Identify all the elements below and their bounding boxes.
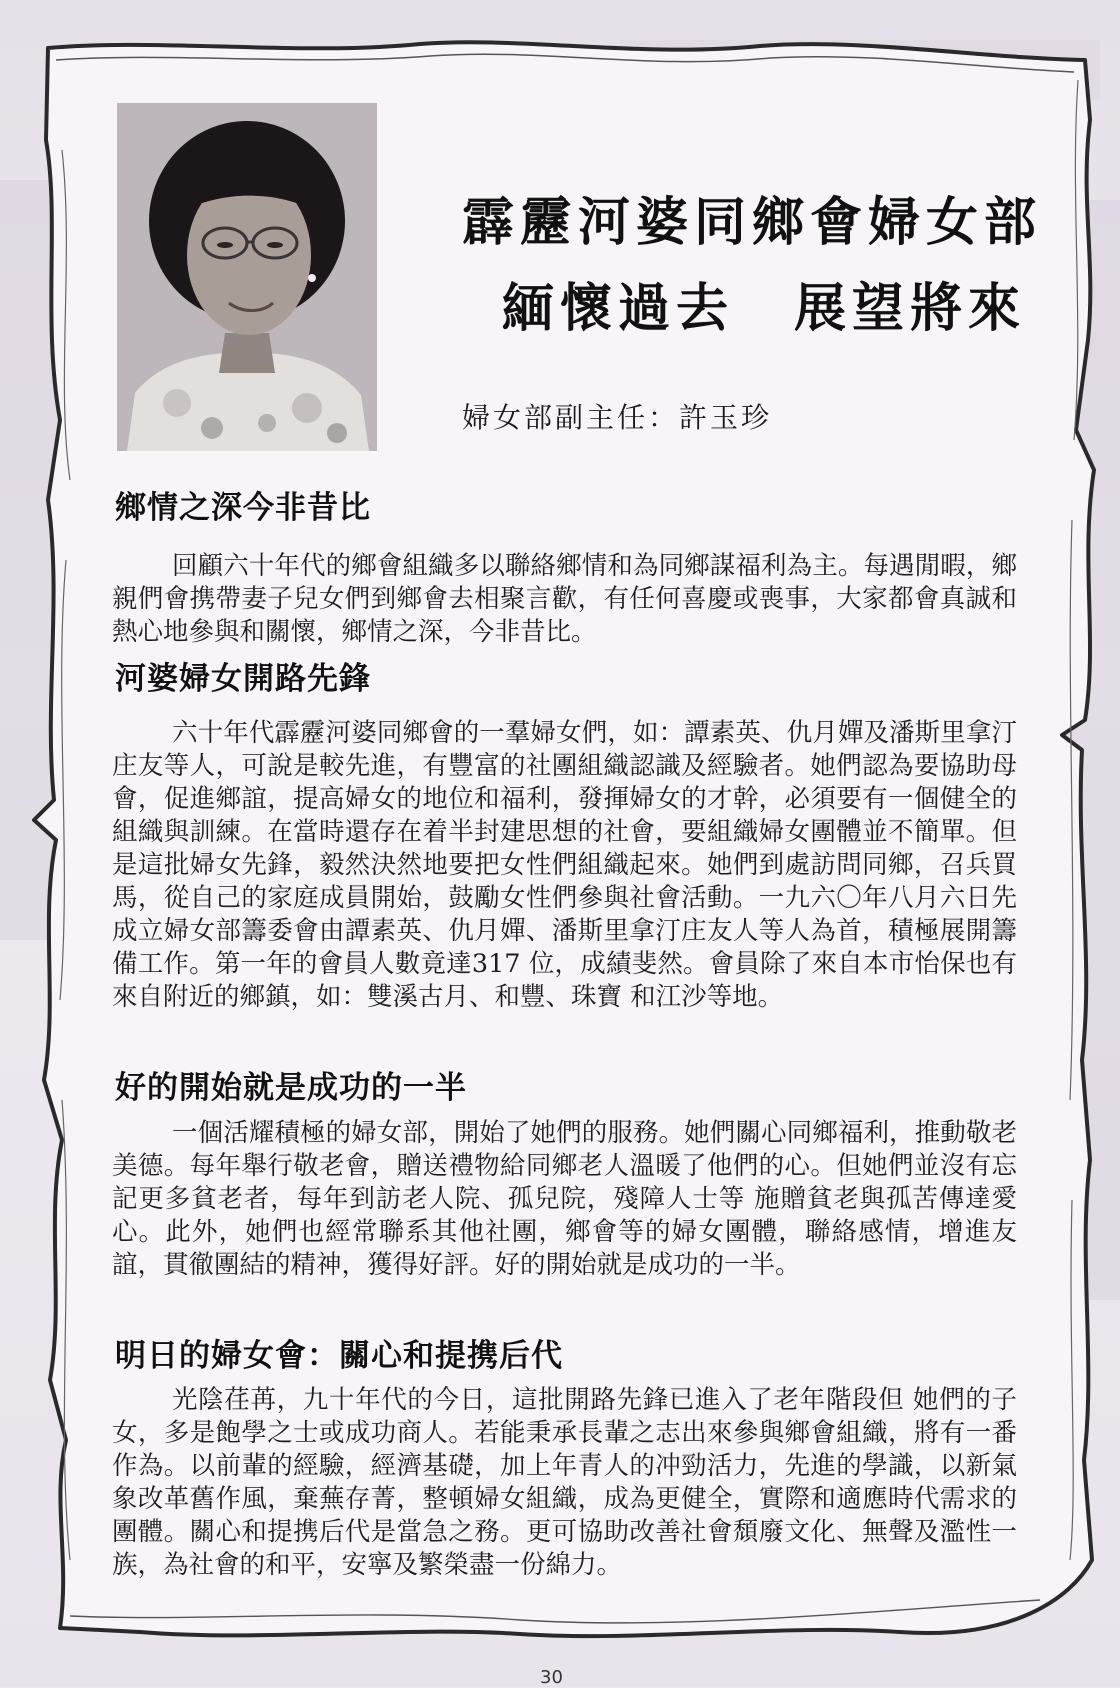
subtitle-part-1: 緬懷過去 [502,278,735,339]
section-body: 六十年代霹靂河婆同鄉會的一羣婦女們，如：譚素英、仇月嬋及潘斯里拿汀庄友等人，可說是較先進，有豐富的社團組織認識及經驗者。她們認為要協助母會，促進鄉誼，提高婦女的地位和福利，發揮婦女的才幹，必須要有一個健全的組織與訓練。在當時還存在着半封建思想的社會，要組織婦女團體並不簡單。但是這批婦女先鋒，毅然決然地要把女性們組織起來。她們到處訪問同鄉，召兵買馬，從自己的家庭成員開始，鼓勵女性們參與社會活動。一九六〇年八月六日先成立婦女部籌委會由譚素英、仇月嬋、潘斯里拿汀庄友人等人為首，積極展開籌備工作。第一年的會員人數竟達317 位，成績斐然。會員除了來自本市怡保也有來自附近的鄉鎮，如：雙溪古月、和豐、珠寶 和江沙等地。 [112,718,1017,1012]
article-title: 霹靂河婆同鄉會婦女部 [462,192,1043,253]
section-body: 回顧六十年代的鄉會組織多以聯絡鄉情和為同鄉謀福利為主。每遇閒暇，鄉親們會携帶妻子兒女們到鄉會去相聚言歡，有任何喜慶或喪事，大家都會真誠和熱心地參與和關懷，鄉情之深，今非昔比。 [112,551,1017,647]
section-body: 光陰荏苒，九十年代的今日，這批開路先鋒已進入了老年階段但 她們的子女，多是飽學之士或成功商人。若能秉承長輩之志出來參與鄉會組織，將有一番作為。以前輩的經驗，經濟基礎，加上年青人的冲勁活力，先進的學識，以新氣象改革舊作風，棄蕪存菁，整頓婦女組織，成為更健全，實際和適應時代需求的團體。關心和提携后代是當急之務。更可協助改善社會頹廢文化、無聲及濫性一族，為社會的和平，安寧及繁榮盡一份綿力。 [112,1385,1017,1580]
section-heading: 明日的婦女會：關心和提携后代 [115,1338,563,1374]
subtitle-part-2: 展望將來 [794,278,1027,339]
portrait-photo [117,103,377,451]
section-body: 一個活耀積極的婦女部，開始了她們的服務。她們關心同鄉福利，推動敬老美德。每年舉行敬老會，贈送禮物給同鄉老人溫暖了他們的心。但她們並沒有忘記更多貧老者，每年到訪老人院、孤兒院，殘障人士等 施贈貧老與孤苦傳達愛心。此外，她們也經常聯系其他社團，鄉會等的婦女團體，聯絡感情，增進友誼，貫徹團結的精神，獲得好評。好的開始就是成功的一半。 [112,1118,1017,1280]
section-heading: 好的開始就是成功的一半 [115,1070,467,1106]
page-number: 30 [540,1667,563,1688]
author-byline: 婦女部副主任：許玉珍 [462,401,773,434]
section-heading: 河婆婦女開路先鋒 [115,661,371,697]
article-subtitle [502,266,1026,341]
section-heading: 鄉情之深今非昔比 [115,490,371,526]
